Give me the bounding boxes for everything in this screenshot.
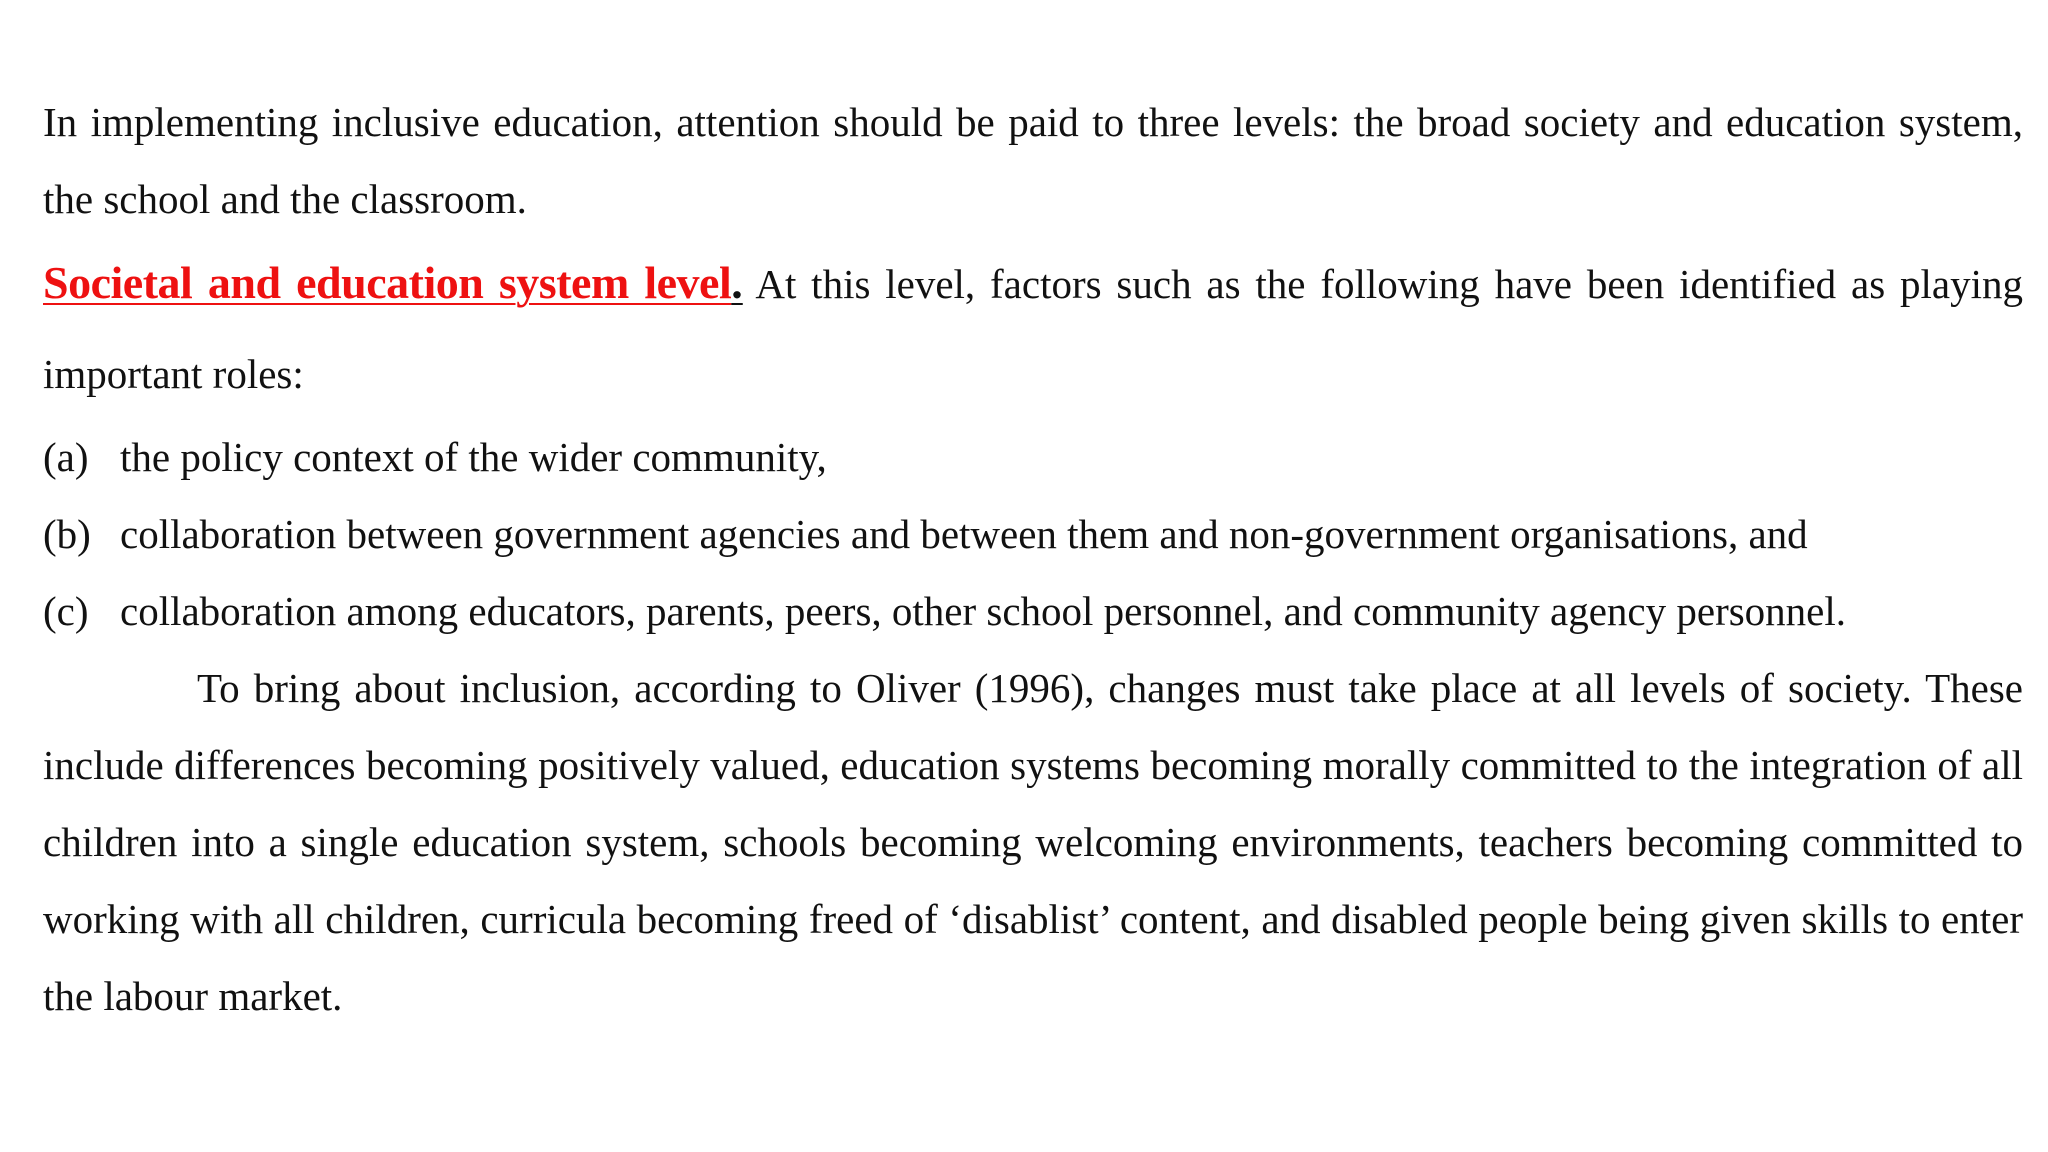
list-item-text: the policy context of the wider community,	[120, 434, 827, 480]
document-body	[43, 84, 2023, 1035]
section-lead-text: At this level, factors such as the following have been identified as playing important roles:	[43, 261, 2023, 397]
list-item-c	[43, 573, 2023, 650]
list-item-text: collaboration among educators, parents, peers, other school personnel, and community agency personnel.	[120, 588, 1847, 634]
list-marker: (b)	[43, 511, 91, 557]
list-marker: (a)	[43, 434, 89, 480]
section-paragraph	[43, 238, 2023, 419]
list-marker: (c)	[43, 588, 89, 634]
section-heading: Societal and education system level	[43, 257, 732, 308]
list-item-a	[43, 419, 2023, 496]
section-heading-punctuation: .	[731, 257, 743, 308]
list-item-b	[43, 496, 2023, 573]
list-item-text: collaboration between government agencies and between them and non-government organisations, and	[120, 511, 1808, 557]
closing-paragraph: To bring about inclusion, according to Oliver (1996), changes must take place at all levels of society. These include differences becoming positively valued, education systems becoming morally committed to the integration of all children into a single education system, schools becoming welcoming environments, teachers becoming committed to working with all children, curricula becoming freed of ‘disablist’ content, and disabled people being given skills to enter the labour market.	[43, 665, 2023, 1019]
intro-paragraph: In implementing inclusive education, attention should be paid to three levels: the broad society and education system, the school and the classroom.	[43, 99, 2023, 222]
